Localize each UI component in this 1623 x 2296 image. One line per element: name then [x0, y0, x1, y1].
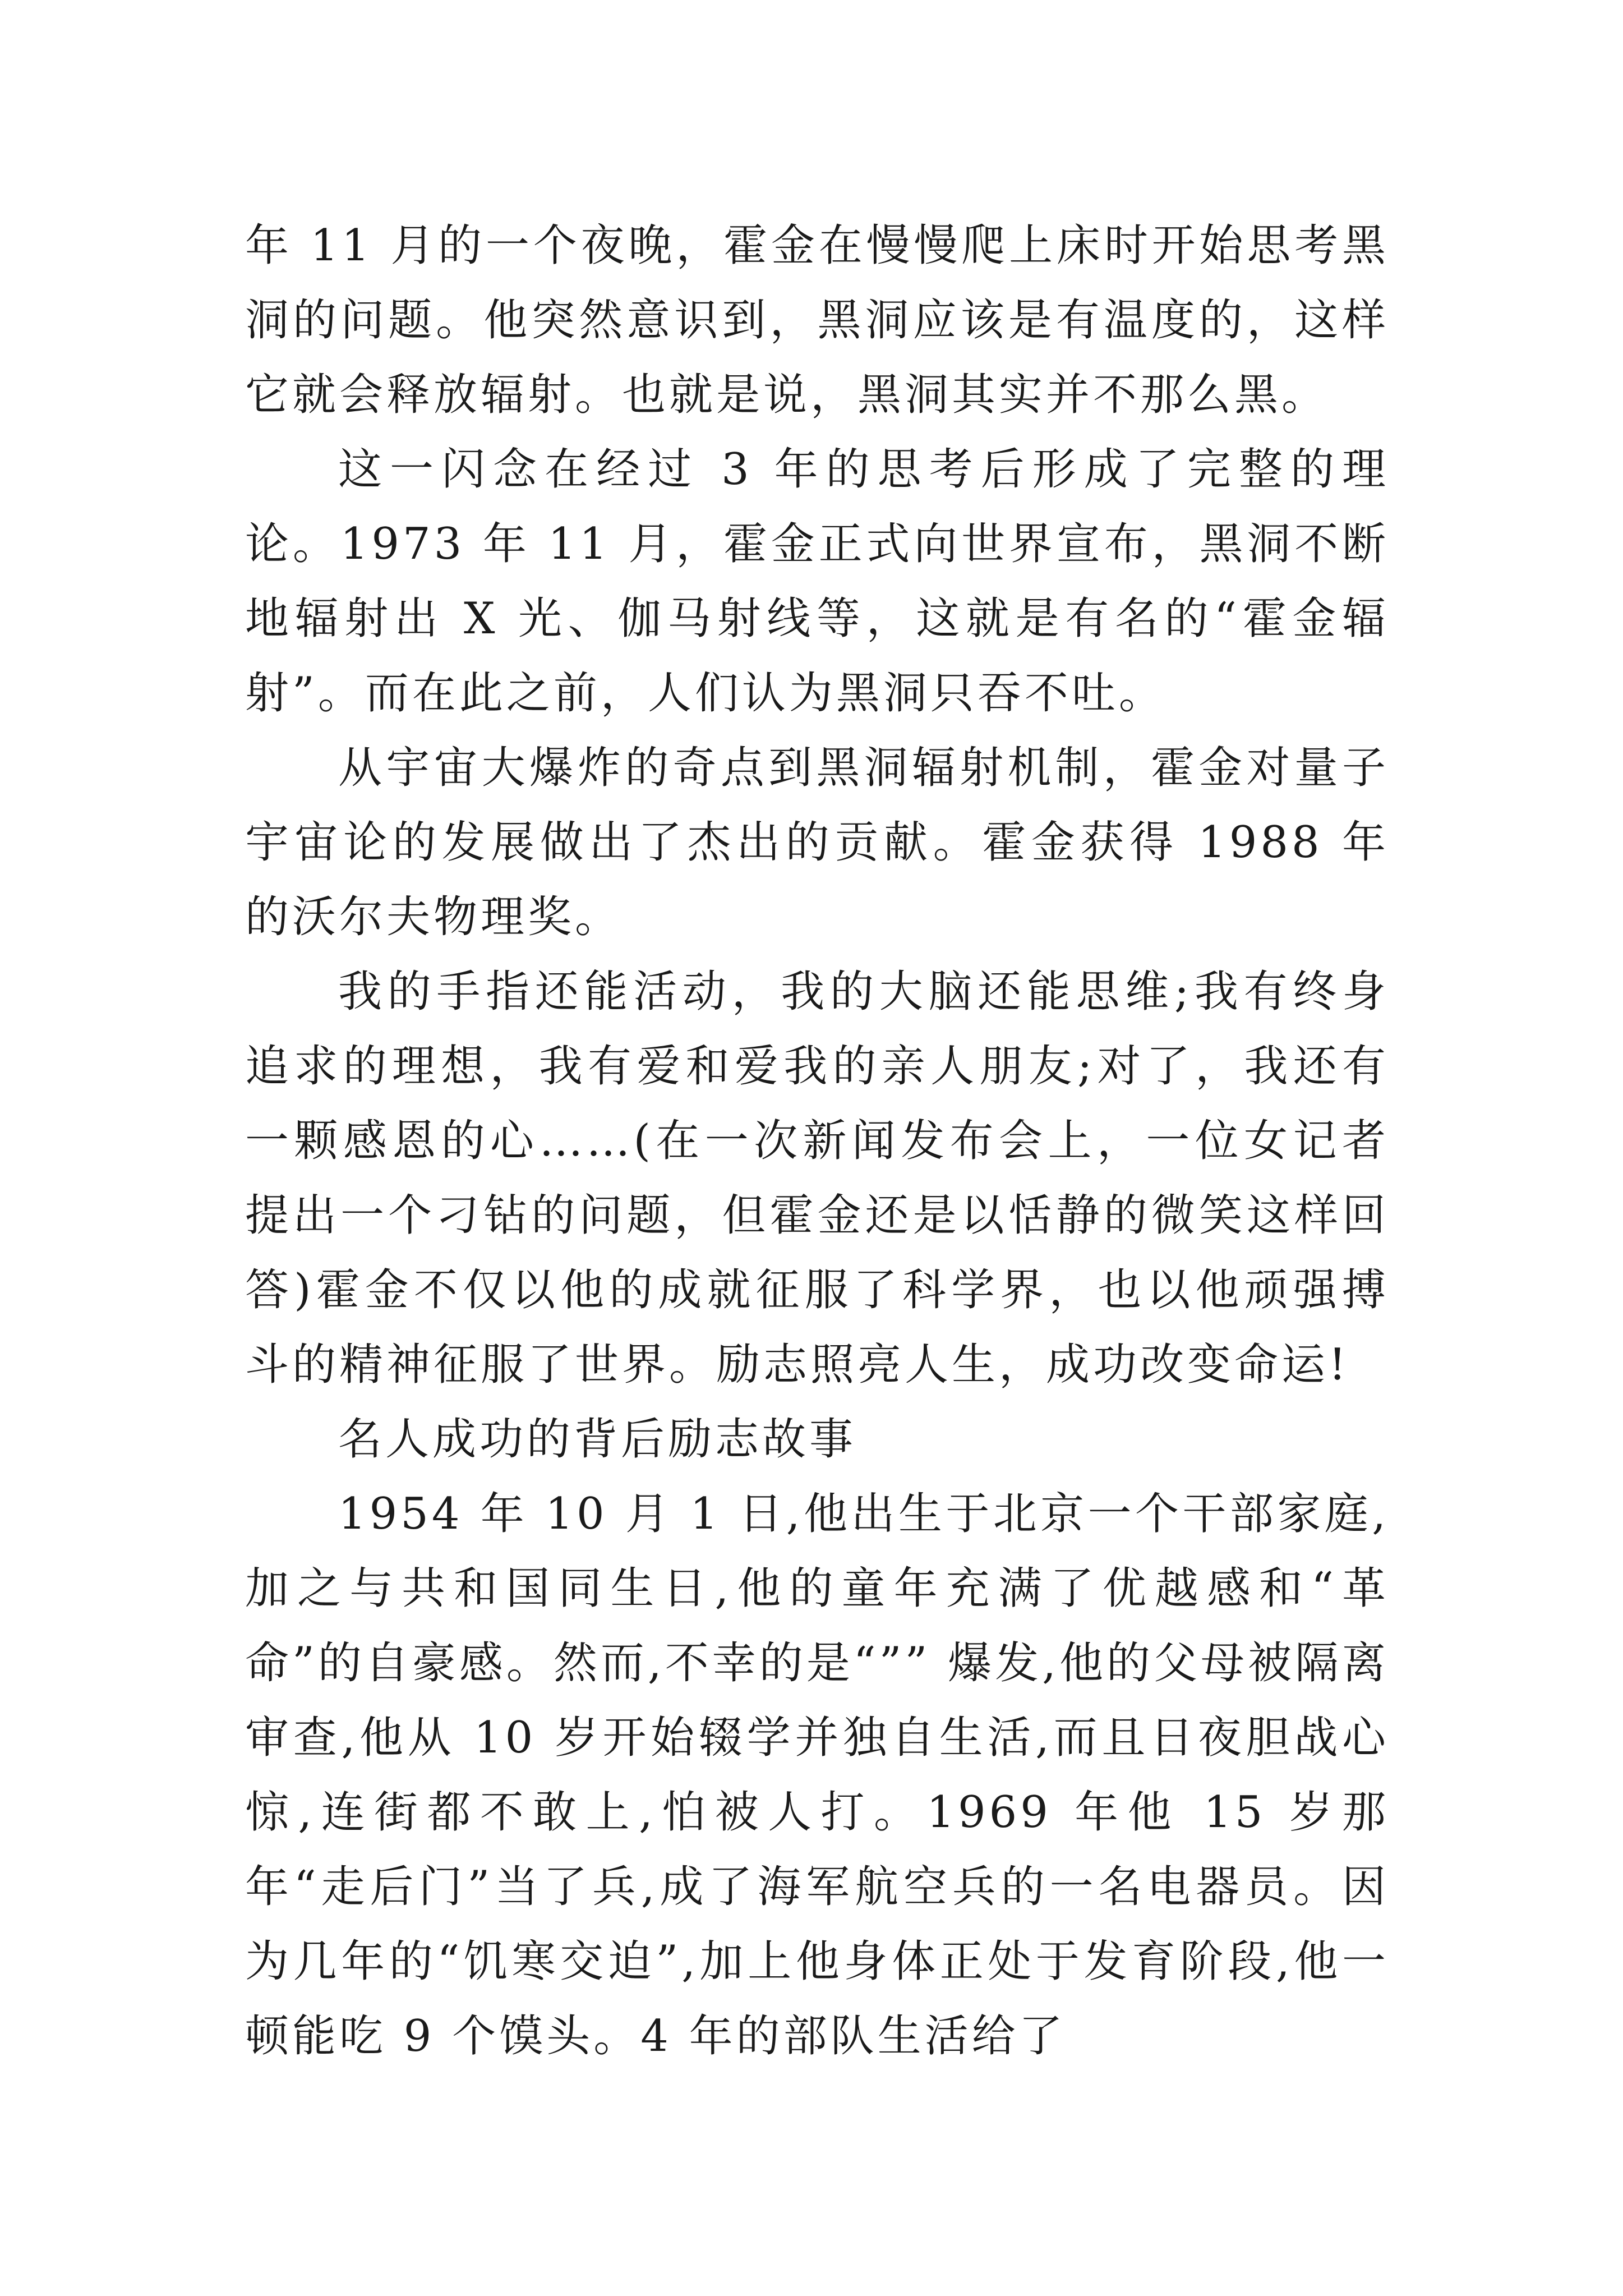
paragraph-2: 这一闪念在经过 3 年的思考后形成了完整的理论。1973 年 11 月，霍金正式向世界宣布，黑洞不断地辐射出 X 光、伽马射线等，这就是有名的“霍金辐射”。而在此之前，人们认为黑洞只吞不吐。 — [245, 444, 1389, 719]
paragraph-1: 年 11 月的一个夜晚，霍金在慢慢爬上床时开始思考黑洞的问题。他突然意识到，黑洞应该是有温度的，这样它就会释放辐射。也就是说，黑洞其实并不那么黑。 — [245, 220, 1389, 420]
paragraph-4: 我的手指还能活动，我的大脑还能思维;我有终身追求的理想，我有爱和爱我的亲人朋友;对了，我还有一颗感恩的心……(在一次新闻发布会上，一位女记者提出一个刁钻的问题，但霍金还是以恬静的微笑这样回答)霍金不仅以他的成就征服了科学界，也以他顽强搏斗的精神征服了世界。励志照亮人生，成功改变命运! — [245, 967, 1389, 1390]
body-text — [245, 209, 1389, 2074]
paragraph-3: 从宇宙大爆炸的奇点到黑洞辐射机制，霍金对量子宇宙论的发展做出了杰出的贡献。霍金获得 1988 年的沃尔夫物理奖。 — [245, 743, 1389, 942]
paragraph-5: 1954 年 10 月 1 日,他出生于北京一个干部家庭,加之与共和国同生日,他的童年充满了优越感和“革命”的自豪感。然而,不幸的是“”” 爆发,他的父母被隔离审查,他从 10 岁开始辍学并独自生活,而且日夜胆战心惊,连街都不敢上,怕被人打。1969 年他 15 岁那年“走后门”当了兵,成了海军航空兵的一名电器员。因为几年的“饥寒交迫”,加上他身体正处于发育阶段,他一顿能吃 9 个馍头。4 年的部队生活给了 — [245, 1489, 1389, 2062]
section-heading: 名人成功的背后励志故事 — [338, 1414, 857, 1465]
